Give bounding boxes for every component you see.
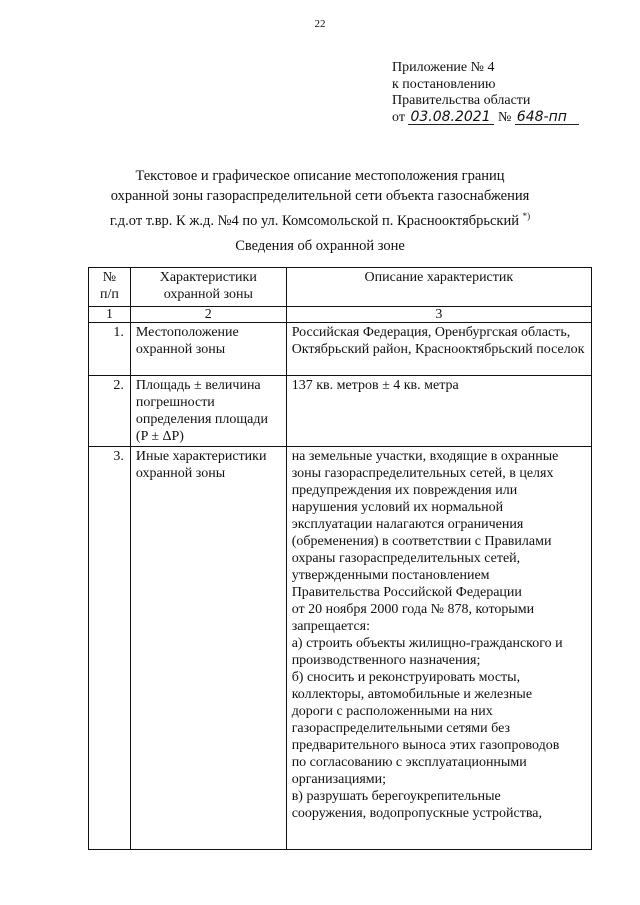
header-num: № п/п [89,268,131,307]
appendix-line-2: к постановлению [392,76,496,92]
title-line-3 [0,206,640,231]
table-row [89,376,592,447]
page-number: 22 [314,18,326,30]
row-characteristic: Местоположение охранной зоны [130,323,286,376]
from-label: от [392,109,405,125]
document-title [0,166,640,231]
number-label: № [497,109,512,125]
table-row [89,323,592,376]
table-header-row [89,268,592,307]
header-description: Описание характеристик [286,268,591,307]
row-characteristic: Иные характеристики охранной зоны [130,447,286,850]
title-line-1: Текстовое и графическое описание местоположения границ [135,168,505,184]
column-number-row [89,307,592,323]
handwritten-date: 03.08.2021 [408,110,494,125]
zone-table [88,267,592,850]
column-number: 2 [130,307,286,323]
row-number: 2. [89,376,131,447]
row-description: Российская Федерация, Оренбургская область, Октябрьский район, Краснооктябрьский поселок [286,323,591,376]
column-number: 3 [286,307,591,323]
footnote-mark: *) [522,211,531,221]
row-description: 137 кв. метров ± 4 кв. метра [286,376,591,447]
row-description: на земельные участки, входящие в охранные зоны газораспределительных сетей, в целях предупреждения их повреждения или нарушения условий их нормальной эксплуатации налагаются ограничения (обременения) в соответствии с Правилами охраны газораспределительных сетей, утвержденными постановлением Правительства Российской Федерации от 20 ноября 2000 года № 878, которыми запрещается: а) строить объекты жилищно-гражданского и производственного назначения; б) сносить и реконструировать мосты, коллекторы, автомобильные и железные дороги с расположенными на них газораспределительными сетями без предварительного выноса этих газопроводов по согласованию с эксплуатационными организациями; в) разрушать берегоукрепительные сооружения, водопропускные устройства, [286,447,591,850]
row-number: 1. [89,323,131,376]
appendix-date-line [392,110,579,127]
header-characteristic: Характеристики охранной зоны [130,268,286,307]
handwritten-number: 648-пп [515,110,579,125]
title-line-3-text: г.д.от т.вр. К ж.д. №4 по ул. Комсомольской п. Краснооктябрьский [109,212,519,229]
column-number: 1 [89,307,131,323]
row-characteristic: Площадь ± величина погрешности определения площади (P ± ΔP) [130,376,286,447]
row-number: 3. [89,447,131,850]
appendix-line-1: Приложение № 4 [392,60,495,75]
table-row [89,447,592,850]
section-title: Сведения об охранной зоне [235,238,405,254]
appendix-block [392,60,579,126]
appendix-line-3: Правительства области [392,93,531,108]
title-line-2: охранной зоны газораспределительной сети объекта газоснабжения [110,188,530,204]
